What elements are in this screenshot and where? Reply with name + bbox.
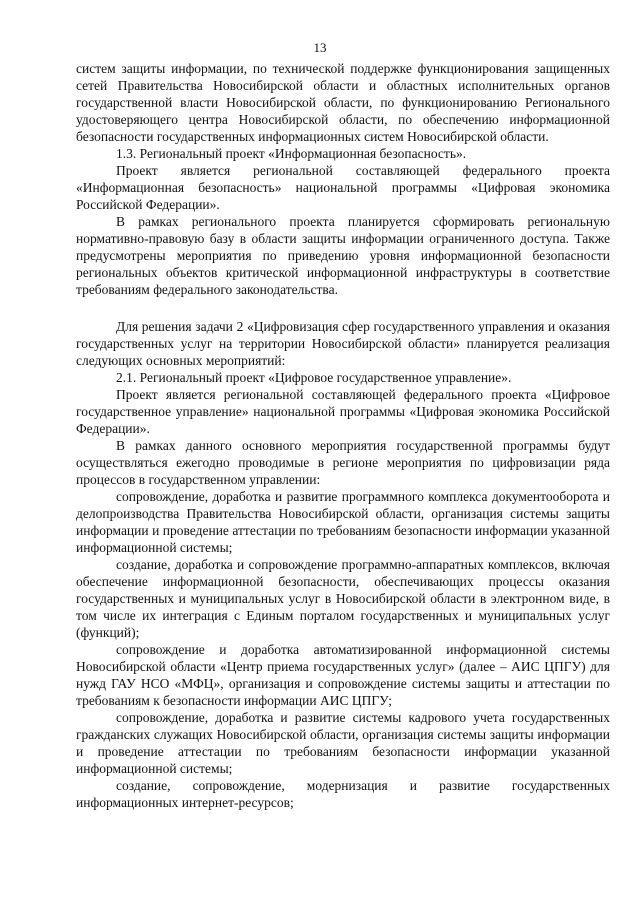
list-item-hardware-software-complexes: создание, доработка и сопровождение программно-аппаратных комплексов, включая обеспечение информационной безопасности, обеспечивающих процессы оказания государственных и муниципальных услуг в Новосибирской области в электронном виде, в том числе их интеграция с Единым порталом государственных и муниципальных услуг (функций); <box>76 557 610 640</box>
paragraph-task-2: Для решения задачи 2 «Цифровизация сфер государственного управления и оказания государственных услуг на территории Новосибирской области» планируется реализация следующих основных мероприятий: <box>76 319 610 368</box>
paragraph-continuation: систем защиты информации, по технической поддержке функционирования защищенных сетей Правительства Новосибирской области и областных исполнительных органов государственной власти Новосибирской области, по функционированию Регионального удостоверяющего центра Новосибирской области, по обеспечению информационной безопасности государственных информационных систем Новосибирской области. <box>76 61 610 144</box>
paragraph-project-digital-government: Проект является региональной составляющей федерального проекта «Цифровое государственное управление» национальной программы «Цифровая экономика Российской Федерации». <box>76 387 610 436</box>
section-heading-2-1: 2.1. Региональный проект «Цифровое государственное управление». <box>116 370 512 385</box>
page-number: 13 <box>313 40 327 55</box>
paragraph-project-info-security: Проект является региональной составляющей федерального проекта «Информационная безопасность» национальной программы «Цифровая экономика Российской Федерации». <box>76 163 610 212</box>
document-body <box>76 60 610 811</box>
list-item-internet-resources: создание, сопровождение, модернизация и развитие государственных информационных интернет-ресурсов; <box>76 778 610 810</box>
list-item-ais-cpgu: сопровождение и доработка автоматизированной информационной системы Новосибирской области «Центр приема государственных услуг» (далее – АИС ЦПГУ) для нужд ГАУ НСО «МФЦ», организация и сопровождение системы защиты и аттестации по требованиям к безопасности информации АИС ЦПГУ; <box>76 642 610 708</box>
paragraph-regional-project-plans: В рамках регионального проекта планируется сформировать региональную нормативно-правовую базу в области защиты информации ограниченного доступа. Также предусмотрены мероприятия по приведению уровня информационной безопасности региональных объектов критической информационной инфраструктуры в соответствие требованиям федерального законодательства. <box>76 214 610 297</box>
section-heading-1-3: 1.3. Региональный проект «Информационная безопасность». <box>116 146 467 161</box>
list-item-document-management: сопровождение, доработка и развитие программного комплекса документооборота и делопроизводства Правительства Новосибирской области, организация системы защиты информации и проведение аттестации по требованиям безопасности информации указанной информационной системы; <box>76 489 610 555</box>
list-item-personnel-records: сопровождение, доработка и развитие системы кадрового учета государственных гражданских служащих Новосибирской области, организация системы защиты информации и проведение аттестации по требованиям безопасности информации указанной информационной системы; <box>76 710 610 776</box>
paragraph-main-activity: В рамках данного основного мероприятия государственной программы будут осуществляться ежегодно проводимые в регионе мероприятия по цифровизации ряда процессов в государственном управлении: <box>76 438 610 487</box>
